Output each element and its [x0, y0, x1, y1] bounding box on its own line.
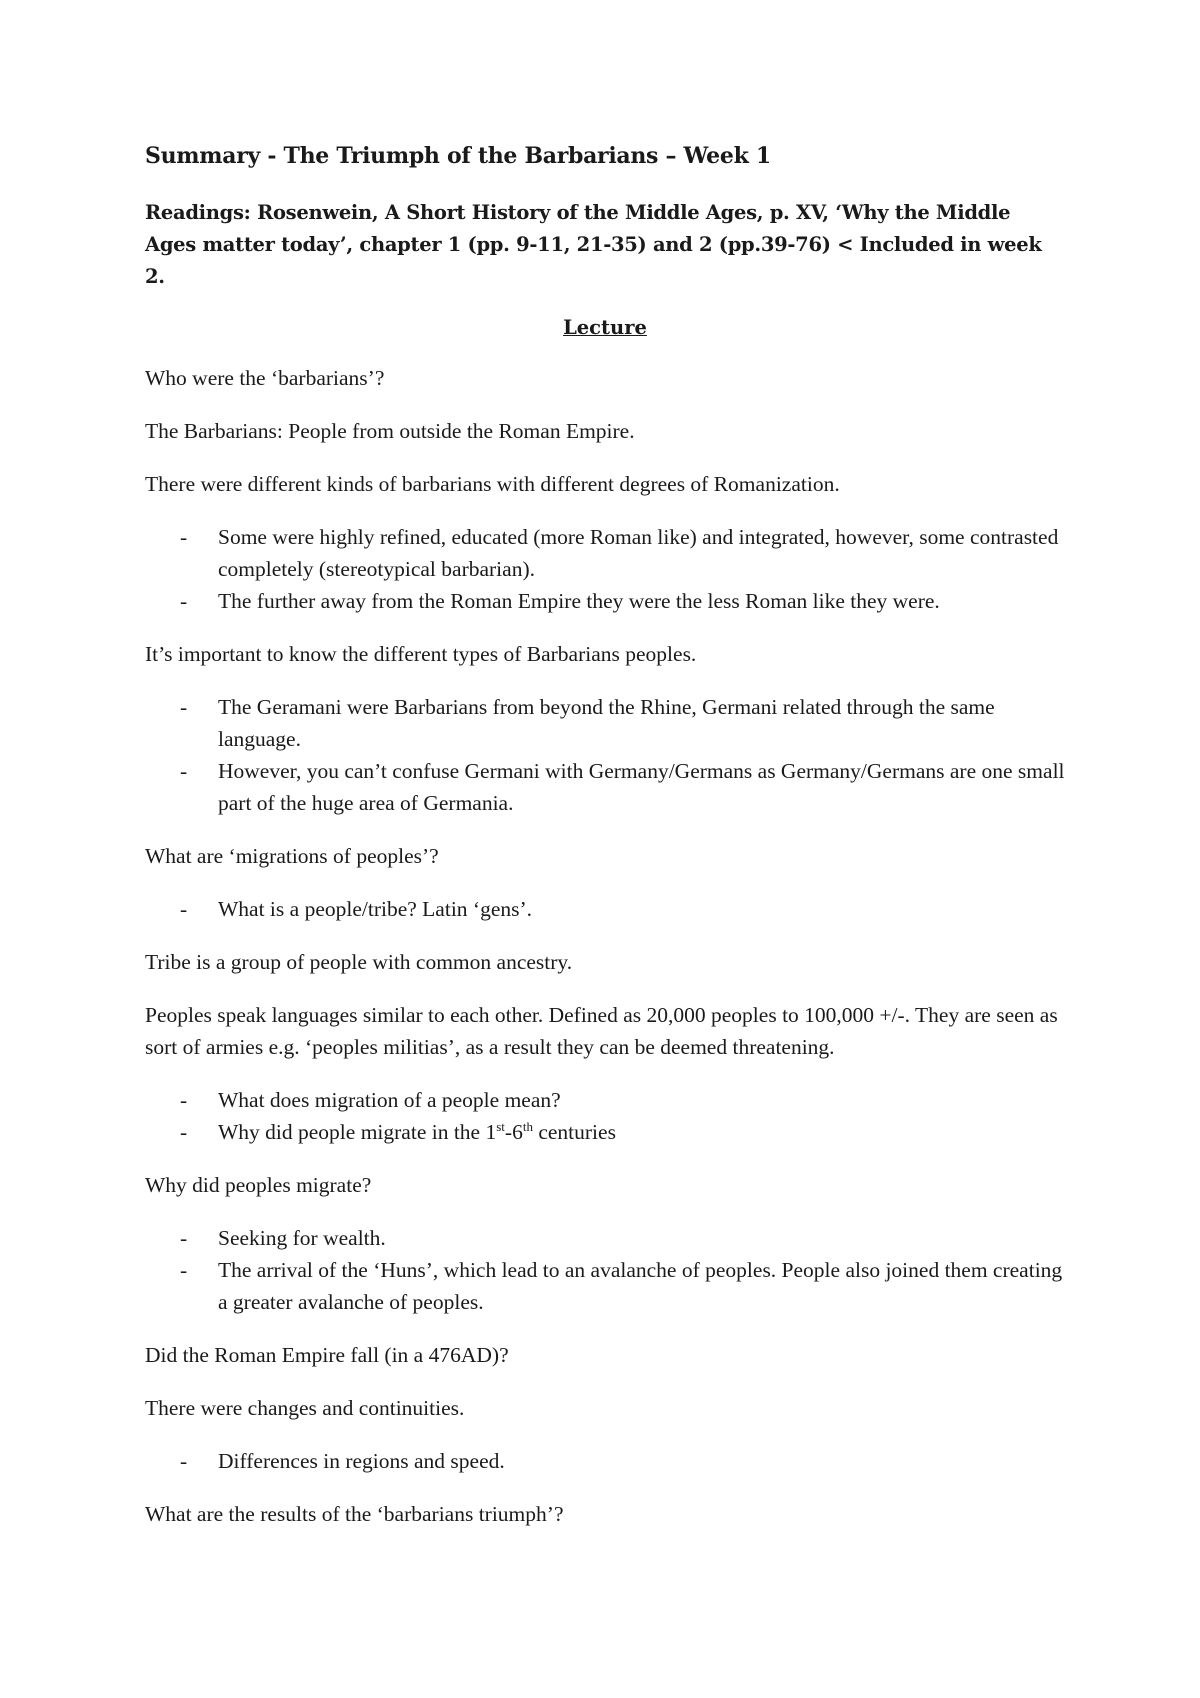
- list-item: [145, 1222, 1065, 1254]
- dash-bullet: -: [180, 758, 188, 783]
- dash-bullet: -: [180, 694, 188, 719]
- dash-bullet: -: [180, 1448, 188, 1473]
- text-part: -6: [504, 1119, 523, 1144]
- list-item: [145, 585, 1065, 617]
- list-item-text: [218, 1120, 616, 1144]
- definition-barbarians: The Barbarians: People from outside the Roman Empire.: [145, 418, 635, 443]
- dash-bullet: -: [180, 588, 188, 613]
- dash-bullet: -: [180, 1257, 188, 1282]
- list-item: [145, 1445, 1065, 1477]
- question-why-migrate: Why did peoples migrate?: [145, 1172, 372, 1197]
- list-item: [145, 1084, 1065, 1116]
- question-results: What are the results of the ‘barbarians triumph’?: [145, 1501, 564, 1526]
- list-item-text: Seeking for wealth.: [218, 1225, 386, 1250]
- question-roman-fall: Did the Roman Empire fall (in a 476AD)?: [145, 1342, 509, 1367]
- dash-bullet: -: [180, 896, 188, 921]
- superscript: th: [522, 1118, 533, 1134]
- list-item-text: Some were highly refined, educated (more Roman like) and integrated, however, some contrasted completely (stereotypical barbarian).: [218, 524, 1059, 581]
- kinds-list: [145, 521, 1065, 617]
- list-item-text: What is a people/tribe? Latin ‘gens’.: [218, 896, 533, 921]
- question-barbarians: Who were the ‘barbarians’?: [145, 365, 385, 390]
- question-migrations: What are ‘migrations of peoples’?: [145, 843, 439, 868]
- list-item-text: What does migration of a people mean?: [218, 1087, 561, 1112]
- text-part: Why did people migrate in the 1: [218, 1119, 497, 1144]
- tribe-paragraph: Tribe is a group of people with common ancestry.: [145, 949, 573, 974]
- changes-paragraph: There were changes and continuities.: [145, 1395, 465, 1420]
- list-item-text: However, you can’t confuse Germani with Germany/Germans as Germany/Germans are one small part of the huge area of Germania.: [218, 758, 1065, 815]
- list-item: [145, 1116, 1065, 1148]
- list-item-text: The arrival of the ‘Huns’, which lead to an avalanche of peoples. People also joined them creating a greater avalanche of peoples.: [218, 1257, 1063, 1314]
- dash-bullet: -: [180, 1225, 188, 1250]
- types-paragraph: It’s important to know the different types of Barbarians peoples.: [145, 641, 697, 666]
- list-item: [145, 691, 1065, 755]
- document-page: [145, 142, 1065, 1551]
- list-item: [145, 893, 1065, 925]
- list-item-text: The further away from the Roman Empire they were the less Roman like they were.: [218, 588, 940, 613]
- list-item: [145, 1254, 1065, 1318]
- section-heading-lecture: Lecture: [563, 315, 647, 339]
- list-item: [145, 755, 1065, 819]
- readings-note: Readings: Rosenwein, A Short History of the Middle Ages, p. XV, ‘Why the Middle Ages matter today’, chapter 1 (pp. 9-11, 21-35) and 2 (pp.39-76) < Included in week 2.: [145, 200, 1042, 288]
- dash-bullet: -: [180, 1119, 188, 1144]
- list-item-text: The Geramani were Barbarians from beyond the Rhine, Germani related through the same language.: [218, 694, 995, 751]
- dash-bullet: -: [180, 1087, 188, 1112]
- types-list: [145, 691, 1065, 819]
- dash-bullet: -: [180, 524, 188, 549]
- text-part: centuries: [532, 1119, 616, 1144]
- list-item: [145, 521, 1065, 585]
- peoples-paragraph: Peoples speak languages similar to each other. Defined as 20,000 peoples to 100,000 +/-. They are seen as sort of armies e.g. ‘peoples militias’, as a result they can be deemed threatening.: [145, 1002, 1058, 1059]
- migrations-list: [145, 893, 1065, 925]
- why-list: [145, 1222, 1065, 1318]
- peoples-list: [145, 1084, 1065, 1148]
- kinds-paragraph: There were different kinds of barbarians with different degrees of Romanization.: [145, 471, 840, 496]
- list-item-text: Differences in regions and speed.: [218, 1448, 505, 1473]
- superscript: st: [496, 1118, 505, 1134]
- document-title: Summary - The Triumph of the Barbarians – Week 1: [145, 143, 771, 169]
- changes-list: [145, 1445, 1065, 1477]
